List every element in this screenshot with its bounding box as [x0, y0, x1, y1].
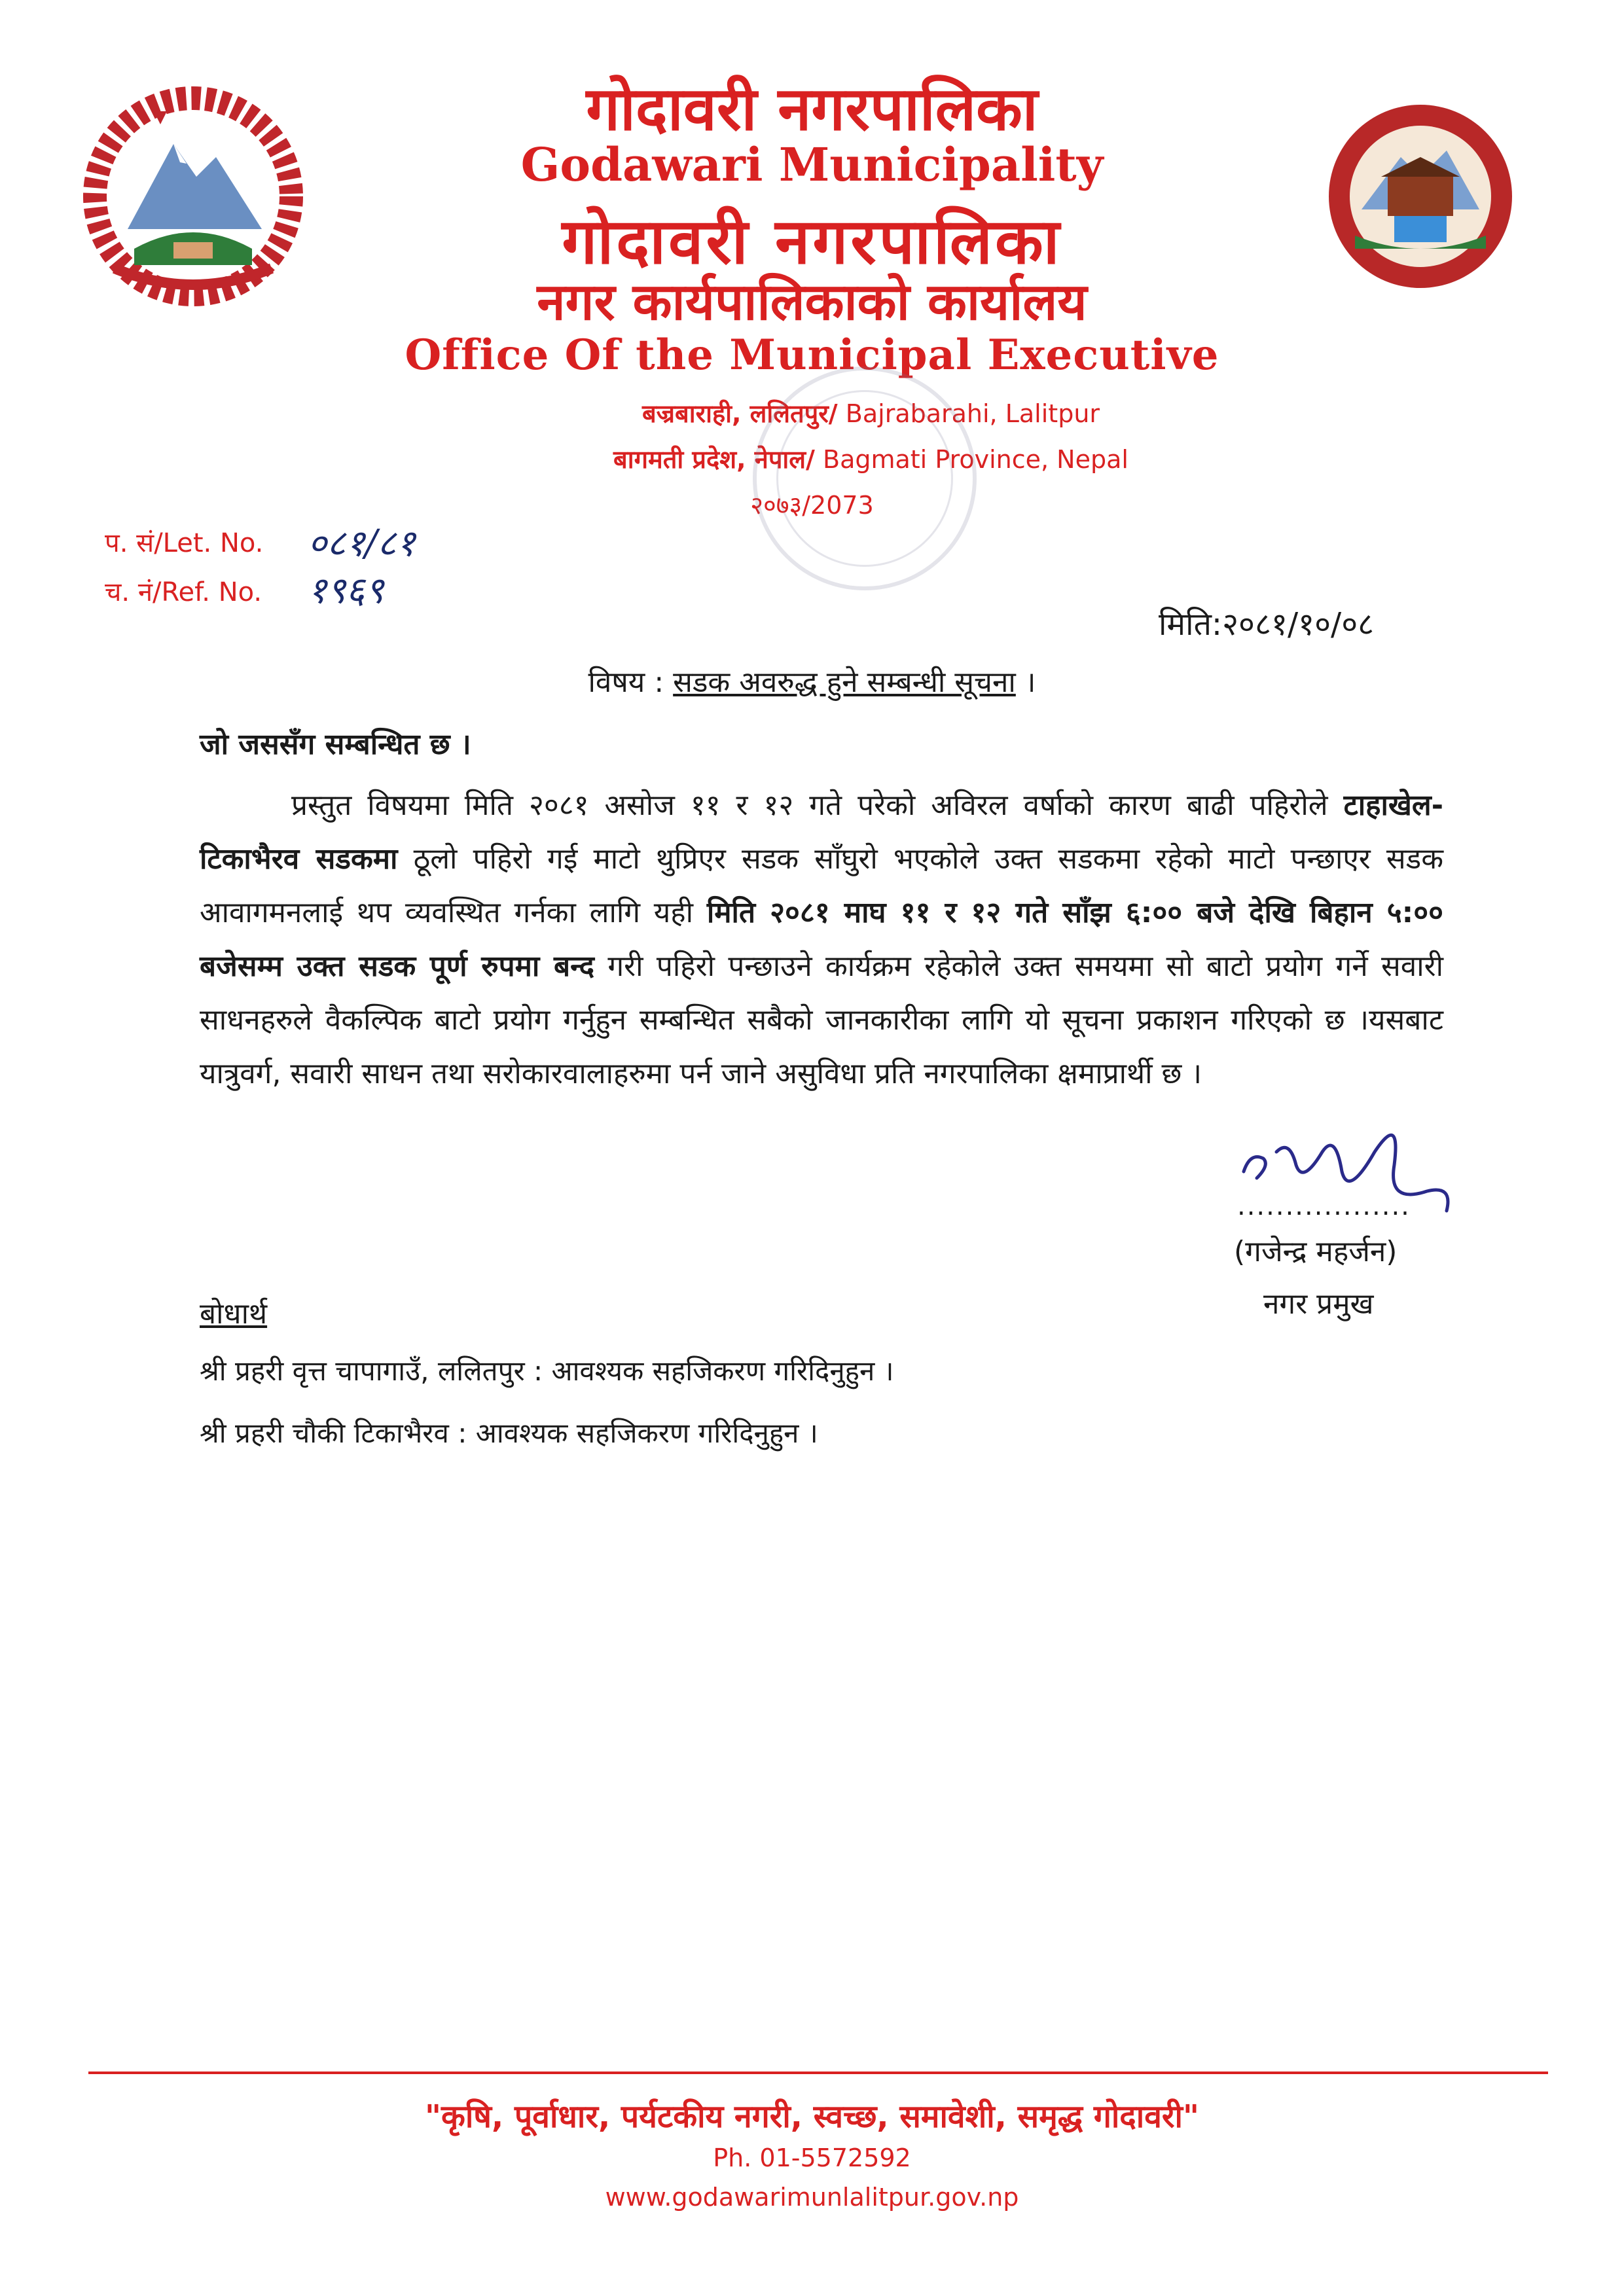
signatory-name: (गजेन्द्र महर्जन) — [1234, 1235, 1398, 1268]
address-line-2-english: Bagmati Province, Nepal — [823, 445, 1128, 474]
address-line-1-nepali: बज्रबाराही, ललितपुर/ — [641, 399, 838, 428]
cc-heading: बोधार्थ — [200, 1297, 268, 1331]
letter-date: मिति:२०८१/१०/०८ — [1159, 606, 1375, 643]
municipality-name-script: गोदावरी नगरपालिका — [562, 205, 1062, 278]
subject-label: विषय : — [588, 666, 664, 699]
letter-number-value: ०८१/८१ — [308, 522, 416, 565]
municipality-name-english: Godawari Municipality — [520, 137, 1104, 192]
footer-slogan: "कृषि, पूर्वाधार, पर्यटकीय नगरी, स्वच्छ, समावेशी, समृद्ध गोदावरी" — [425, 2098, 1199, 2135]
letter-number-label: प. सं/Let. No. — [105, 528, 264, 558]
letter-body — [200, 779, 1443, 1101]
office-name-nepali: नगर कार्यपालिकाको कार्यालय — [537, 273, 1087, 332]
signature-line: .................. — [1237, 1191, 1411, 1221]
reference-number-label: च. नं/Ref. No. — [105, 577, 262, 607]
footer-phone: Ph. 01-5572592 — [713, 2144, 911, 2172]
address-line-2-nepali: बागमती प्रदेश, नेपाल/ — [613, 445, 815, 474]
cc-item: श्री प्रहरी वृत्त चापागाउँ, ललितपुर : आवश्यक सहजिकरण गरिदिनुहुन । — [200, 1355, 894, 1387]
body-closure-time: मिति २०८१ माघ ११ र १२ गते साँझ ६:०० बजे देखि बिहान ५:०० बजेसम्म उक्त सडक पूर्ण रुपमा बन्द — [200, 896, 1444, 983]
body-part-1: प्रस्तुत विषयमा मिति २०८१ असोज ११ र १२ गते परेको अविरल वर्षाको कारण बाढी पहिरोले — [291, 789, 1344, 822]
body-part-3: ठूलो पहिरो गई माटो थुप्रिएर सडक साँघुरो भएकोले उक्त सडकमा रहेको माटो पन्छाएर सडक आवागमनलाई थप व्यवस्थित गर्नका लागि यही — [200, 842, 1443, 929]
office-stamp — [753, 367, 977, 590]
established-year: २०७३/2073 — [750, 491, 874, 520]
office-name-english: Office Of the Municipal Executive — [405, 331, 1219, 380]
body-part-5: गरी पहिरो पन्छाउने कार्यक्रम रहेकोले उक्त समयमा सो बाटो प्रयोग गर्ने सवारी साधनहरुले वैकल्पिक बाटो प्रयोग गर्नुहुन सम्बन्धित सबैको जानकारीका लागि यो सूचना प्रकाशन गरिएको छ ।यसबाट यात्रुवर्ग, सवारी साधन तथा सरोकारवालाहरुमा पर्न जाने असुविधा प्रति नगरपालिका क्षमाप्रार्थी छ । — [200, 950, 1443, 1090]
address-line-1-english: Bajrabarahi, Lalitpur — [845, 399, 1100, 428]
subject-text: सडक अवरुद्ध हुने सम्बन्धी सूचना — [673, 666, 1016, 699]
municipality-name-nepali: गोदावरी नगरपालिका — [586, 74, 1038, 144]
cc-item: श्री प्रहरी चौकी टिकाभैरव : आवश्यक सहजिकरण गरिदिनुहुन । — [200, 1417, 818, 1449]
stamp-ring — [776, 390, 953, 567]
footer-website-link[interactable]: www.godawarimunlalitpur.gov.np — [605, 2183, 1019, 2212]
subject-end: । — [1015, 666, 1036, 699]
subject-line — [0, 661, 1624, 700]
signatory-title: नगर प्रमुख — [1263, 1287, 1374, 1321]
body-road-name: टाहाखेल-टिकाभैरव सडकमा — [200, 789, 1443, 876]
salutation: जो जससँग सम्बन्धित छ । — [200, 728, 471, 761]
footer-divider — [88, 2072, 1548, 2074]
reference-number-value: १९६९ — [308, 569, 384, 612]
